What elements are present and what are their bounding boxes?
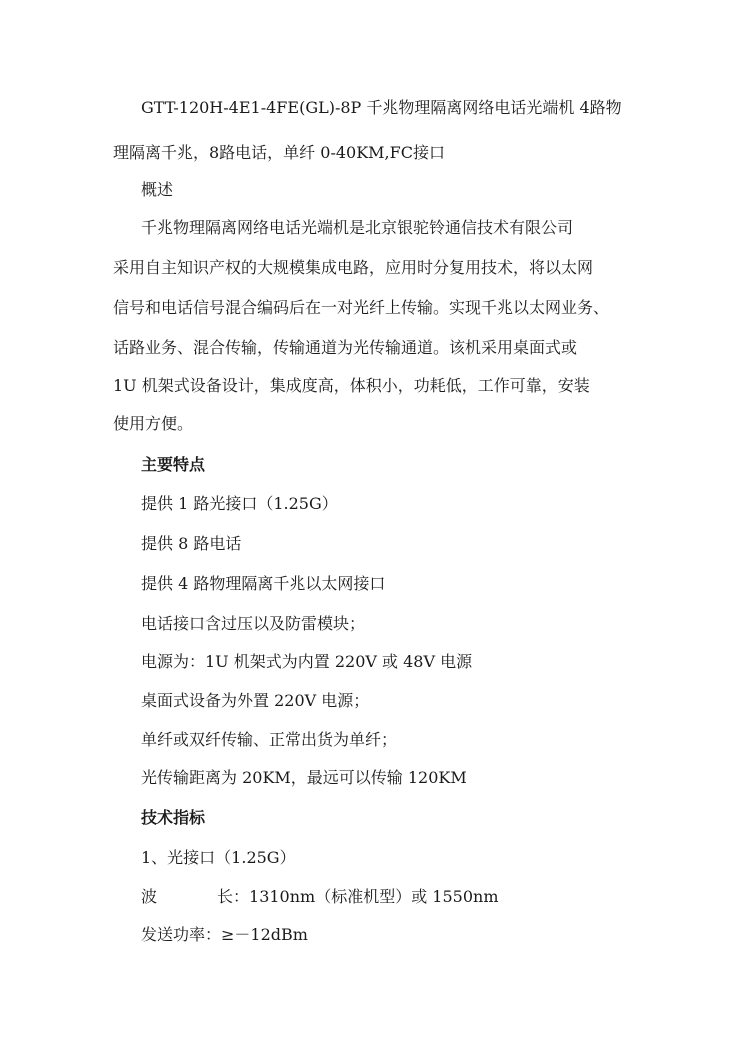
feature-item: 光传输距离为 20KM，最远可以传输 120KM (141, 768, 467, 787)
overview-paragraph-line: 1U 机架式设备设计，集成度高，体积小，功耗低，工作可靠，安装 (113, 376, 590, 395)
title-line-1: GTT-120H-4E1-4FE(GL)-8P 千兆物理隔离网络电话光端机 4路物 (141, 98, 622, 117)
spec-wavelength (141, 887, 499, 907)
overview-paragraph-line: 信号和电话信号混合编码后在一对光纤上传输。实现千兆以太网业务、 (113, 298, 610, 317)
feature-item: 电源为：1U 机架式为内置 220V 或 48V 电源 (141, 652, 473, 671)
title-line-2: 理隔离千兆，8路电话，单纤 0-40KM,FC接口 (113, 143, 445, 162)
feature-item: 提供 4 路物理隔离千兆以太网接口 (141, 574, 386, 593)
overview-paragraph-line: 话路业务、混合传输，传输通道为光传输通道。该机采用桌面式或 (113, 338, 578, 357)
specs-section-heading: 1、光接口（1.25G） (141, 848, 296, 867)
overview-paragraph-line: 千兆物理隔离网络电话光端机是北京银驼铃通信技术有限公司 (141, 218, 574, 237)
overview-paragraph-line: 采用自主知识产权的大规模集成电路，应用时分复用技术，将以太网 (113, 258, 594, 277)
specs-heading: 技术指标 (141, 808, 206, 827)
overview-paragraph-line: 使用方便。 (113, 414, 194, 433)
features-heading: 主要特点 (141, 455, 206, 474)
feature-item: 提供 8 路电话 (141, 534, 242, 553)
spec-wavelength-value: 长：1310nm（标准机型）或 1550nm (217, 887, 499, 906)
feature-item: 桌面式设备为外置 220V 电源； (141, 691, 370, 710)
feature-item: 单纤或双纤传输、正常出货为单纤； (141, 730, 398, 749)
feature-item: 提供 1 路光接口（1.25G） (141, 494, 338, 513)
spec-transmit-power: 发送功率：≥－12dBm (141, 925, 308, 944)
overview-heading: 概述 (141, 180, 174, 199)
spec-wavelength-label-a: 波 (141, 887, 158, 906)
feature-item: 电话接口含过压以及防雷模块； (141, 614, 366, 633)
